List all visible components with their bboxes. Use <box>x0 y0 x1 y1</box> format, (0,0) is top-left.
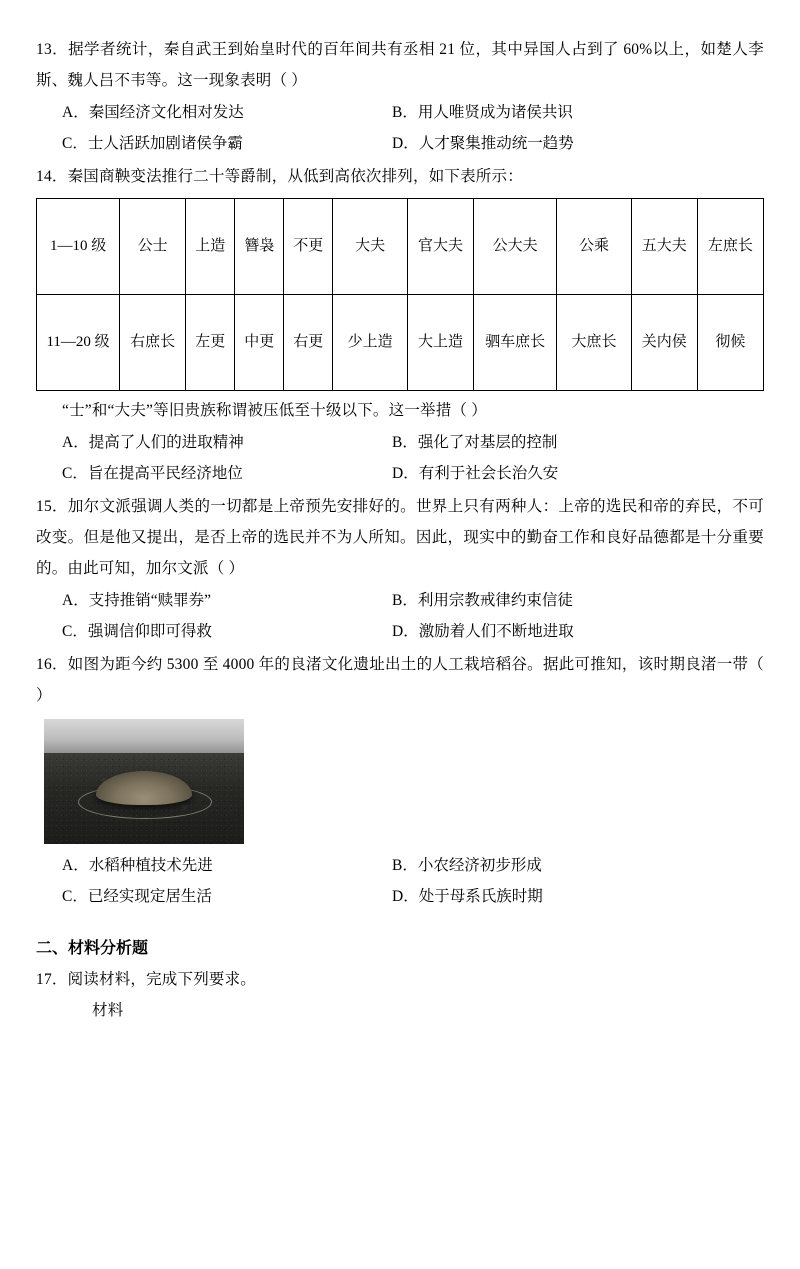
table-cell: 中更 <box>235 295 284 391</box>
section-heading: 二、材料分析题 <box>36 940 149 957</box>
question-options <box>36 850 764 912</box>
figure-container <box>44 719 764 844</box>
option-row <box>36 850 764 881</box>
table-cell: 大上造 <box>407 295 473 391</box>
option-b[interactable]: B．强化了对基层的控制 <box>392 434 558 451</box>
question-stem: 16．如图为距今约 5300 至 4000 年的良渚文化遗址出土的人工栽培稻谷。据此可推知，该时期良渚一带（ ） <box>36 656 764 704</box>
option-c[interactable]: C．士人活跃加剧诸侯争霸 <box>62 135 243 152</box>
option-row <box>36 427 764 458</box>
option-d[interactable]: D．人才聚集推动统一趋势 <box>392 135 574 152</box>
table-cell: 大夫 <box>333 199 408 295</box>
table-cell: 驷车庶长 <box>474 295 557 391</box>
question-options <box>36 97 764 159</box>
question-15 <box>36 491 764 647</box>
question-17-stem: 17．阅读材料，完成下列要求。 <box>36 971 257 988</box>
rank-table <box>36 198 764 391</box>
table-cell: 上造 <box>186 199 235 295</box>
table-cell: 簪袅 <box>235 199 284 295</box>
question-stem: 15．加尔文派强调人类的一切都是上帝预先安排好的。世界上只有两种人：上帝的选民和帝的弃民，不可改变。但是他又提出，是否上帝的选民并不为人所知。因此，现实中的勤奋工作和良好品德都是十分重要的。由此可知，加尔文派（ ） <box>36 498 764 577</box>
option-b[interactable]: B．用人唯贤成为诸侯共识 <box>392 104 573 121</box>
option-row <box>36 585 764 616</box>
option-row <box>36 128 764 159</box>
table-cell: 左庶长 <box>697 199 763 295</box>
question-14 <box>36 161 764 489</box>
table-cell: 少上造 <box>333 295 408 391</box>
option-row <box>36 458 764 489</box>
option-row <box>36 97 764 128</box>
row-label: 1—10 级 <box>37 199 120 295</box>
table-cell: 彻候 <box>697 295 763 391</box>
photo-sky <box>44 719 244 755</box>
table-cell: 五大夫 <box>631 199 697 295</box>
option-d[interactable]: D．激励着人们不断地进取 <box>392 623 574 640</box>
table-cell: 关内侯 <box>631 295 697 391</box>
question-options <box>36 427 764 489</box>
question-stem: 14．秦国商鞅变法推行二十等爵制，从低到高依次排列，如下表所示： <box>36 168 523 185</box>
option-a[interactable]: A．提高了人们的进取精神 <box>62 434 244 451</box>
question-16 <box>36 649 764 912</box>
table-cell: 大庶长 <box>557 295 632 391</box>
option-c[interactable]: C．已经实现定居生活 <box>62 888 212 905</box>
option-c[interactable]: C．旨在提高平民经济地位 <box>62 465 243 482</box>
table-cell: 公乘 <box>557 199 632 295</box>
option-a[interactable]: A．秦国经济文化相对发达 <box>62 104 244 121</box>
question-stem: 13．据学者统计，秦自武王到始皇时代的百年间共有丞相 21 位，其中异国人占到了 60%以上，如楚人李斯、魏人吕不韦等。这一现象表明（ ） <box>36 41 764 89</box>
option-a[interactable]: A．支持推销“赎罪券” <box>62 592 211 609</box>
table-cell: 左更 <box>186 295 235 391</box>
table-cell: 公大夫 <box>474 199 557 295</box>
question-13 <box>36 34 764 159</box>
table-row <box>37 295 764 391</box>
table-cell: 不更 <box>284 199 333 295</box>
table-row <box>37 199 764 295</box>
table-cell: 公士 <box>120 199 186 295</box>
option-b[interactable]: B．小农经济初步形成 <box>392 857 542 874</box>
option-row <box>36 616 764 647</box>
option-d[interactable]: D．处于母系氏族时期 <box>392 888 543 905</box>
option-a[interactable]: A．水稻种植技术先进 <box>62 857 213 874</box>
table-cell: 右庶长 <box>120 295 186 391</box>
question-options <box>36 585 764 647</box>
liangzhu-rice-photo <box>44 719 244 844</box>
material-label: 材料 <box>92 1002 124 1019</box>
question-stem-continued: “士”和“大夫”等旧贵族称谓被压低至十级以下。这一举措（ ） <box>62 402 487 419</box>
option-b[interactable]: B．利用宗教戒律约束信徒 <box>392 592 573 609</box>
option-c[interactable]: C．强调信仰即可得救 <box>62 623 212 640</box>
option-d[interactable]: D．有利于社会长治久安 <box>392 465 559 482</box>
option-row <box>36 881 764 912</box>
table-cell: 右更 <box>284 295 333 391</box>
row-label: 11—20 级 <box>37 295 120 391</box>
table-cell: 官大夫 <box>407 199 473 295</box>
